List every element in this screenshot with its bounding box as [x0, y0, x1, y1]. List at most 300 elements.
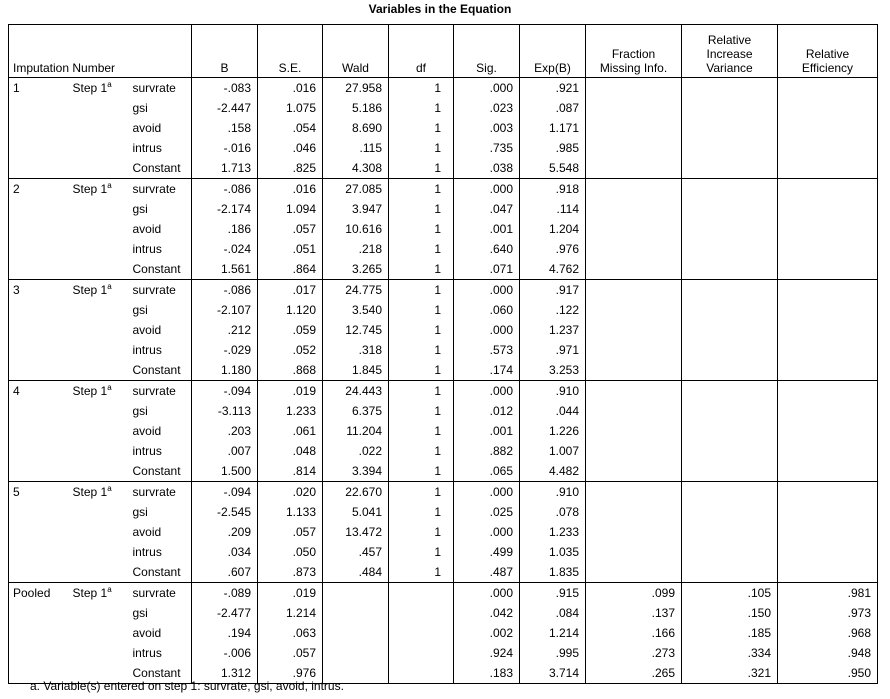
step-cell: [69, 643, 129, 663]
expb-cell: .114: [520, 199, 586, 219]
sig-cell: .183: [454, 663, 520, 684]
wald-cell: [323, 583, 389, 604]
fmi-cell: [586, 179, 682, 200]
se-cell: .016: [258, 78, 323, 99]
step-cell: [69, 78, 129, 99]
se-cell: 1.214: [258, 603, 323, 623]
re-cell: [778, 239, 878, 259]
re-cell: [778, 502, 878, 522]
b-cell: .607: [192, 562, 258, 583]
fmi-cell: [586, 98, 682, 118]
step-cell: [69, 401, 129, 421]
b-cell: .158: [192, 118, 258, 138]
riv-cell: [682, 542, 778, 562]
step-cell: [69, 199, 129, 219]
variable-name-cell: gsi: [132, 505, 148, 519]
re-cell: [778, 118, 878, 138]
b-cell: -.029: [192, 340, 258, 360]
wald-cell: 4.308: [323, 158, 389, 179]
fmi-cell: .099: [586, 583, 682, 604]
re-cell: [778, 421, 878, 441]
b-cell: -2.107: [192, 300, 258, 320]
step-cell: [69, 562, 129, 583]
header-imputation-number: Imputation Number: [9, 25, 192, 78]
fmi-cell: [586, 118, 682, 138]
fmi-cell: .265: [586, 663, 682, 684]
expb-cell: 1.204: [520, 219, 586, 239]
step-cell: [69, 421, 129, 441]
df-cell: 1: [389, 461, 454, 482]
b-cell: -.024: [192, 239, 258, 259]
imputation-number-cell: [9, 401, 69, 421]
table-row: [9, 542, 878, 562]
table-row: [9, 118, 878, 138]
variable-name-cell: avoid: [132, 323, 162, 337]
table-row: [9, 300, 878, 320]
variable-name-cell: Constant: [129, 158, 192, 179]
se-cell: .016: [258, 179, 323, 200]
b-cell: 1.312: [192, 663, 258, 684]
df-cell: 1: [389, 441, 454, 461]
df-cell: 1: [389, 401, 454, 421]
expb-cell: 5.548: [520, 158, 586, 179]
wald-cell: 5.186: [323, 98, 389, 118]
re-cell: [778, 360, 878, 381]
variable-name-cell: survrate: [129, 482, 192, 503]
step-cell: [69, 138, 129, 158]
sig-cell: .001: [454, 421, 520, 441]
expb-cell: .971: [520, 340, 586, 360]
fmi-cell: [586, 138, 682, 158]
wald-cell: 11.204: [323, 421, 389, 441]
step-cell: [69, 158, 129, 179]
step-label: Step 1: [72, 485, 108, 499]
df-cell: 1: [389, 381, 454, 402]
re-cell: [778, 179, 878, 200]
riv-cell: .105: [682, 583, 778, 604]
expb-cell: 1.835: [520, 562, 586, 583]
sig-cell: .735: [454, 138, 520, 158]
fmi-cell: [586, 360, 682, 381]
sig-cell: .000: [454, 280, 520, 301]
sig-cell: .071: [454, 259, 520, 280]
b-cell: -2.477: [192, 603, 258, 623]
variables-table: [8, 24, 878, 684]
imputation-number-cell: 4: [9, 381, 69, 402]
fmi-cell: [586, 522, 682, 542]
fmi-cell: [586, 502, 682, 522]
df-cell: [389, 583, 454, 604]
riv-cell: [682, 401, 778, 421]
step-cell: [69, 320, 129, 340]
step-label: Step 1: [72, 283, 108, 297]
b-cell: -.086: [192, 179, 258, 200]
fmi-cell: [586, 300, 682, 320]
df-cell: 1: [389, 562, 454, 583]
sig-cell: .065: [454, 461, 520, 482]
expb-cell: .918: [520, 179, 586, 200]
se-cell: 1.075: [258, 98, 323, 118]
riv-cell: .321: [682, 663, 778, 684]
df-cell: 1: [389, 542, 454, 562]
step-cell: [69, 482, 129, 503]
step-cell: [69, 522, 129, 542]
riv-cell: [682, 502, 778, 522]
se-cell: .814: [258, 461, 323, 482]
df-cell: 1: [389, 158, 454, 179]
expb-cell: .995: [520, 643, 586, 663]
b-cell: 1.713: [192, 158, 258, 179]
fmi-cell: .137: [586, 603, 682, 623]
sig-cell: .042: [454, 603, 520, 623]
imputation-number-cell: [9, 623, 69, 643]
footnote-marker: a: [107, 80, 112, 89]
header-relative-efficiency: Relative Efficiency: [778, 25, 878, 78]
table-row: [9, 138, 878, 158]
se-cell: .054: [258, 118, 323, 138]
expb-cell: .976: [520, 239, 586, 259]
footnote-marker: a: [107, 484, 112, 493]
se-cell: .048: [258, 441, 323, 461]
riv-cell: [682, 340, 778, 360]
expb-cell: 1.214: [520, 623, 586, 643]
step-cell: [69, 179, 129, 200]
imputation-number-cell: [9, 461, 69, 482]
variable-name-cell: survrate: [129, 381, 192, 402]
fmi-cell: [586, 542, 682, 562]
imputation-number-cell: [9, 138, 69, 158]
df-cell: 1: [389, 340, 454, 360]
re-cell: [778, 461, 878, 482]
wald-cell: .318: [323, 340, 389, 360]
b-cell: .212: [192, 320, 258, 340]
imputation-number-cell: [9, 522, 69, 542]
table-row: [9, 502, 878, 522]
sig-cell: .047: [454, 199, 520, 219]
b-cell: -3.113: [192, 401, 258, 421]
imputation-number-cell: [9, 603, 69, 623]
riv-cell: [682, 280, 778, 301]
riv-cell: [682, 199, 778, 219]
imputation-number-cell: [9, 199, 69, 219]
riv-cell: [682, 138, 778, 158]
df-cell: 1: [389, 239, 454, 259]
variable-name-cell: intrus: [132, 242, 162, 256]
footnote-marker: a: [107, 383, 112, 392]
variable-name-cell: survrate: [129, 280, 192, 301]
step-cell: [69, 623, 129, 643]
expb-cell: .910: [520, 381, 586, 402]
table-row: [9, 280, 878, 301]
sig-cell: .924: [454, 643, 520, 663]
table-row: [9, 320, 878, 340]
expb-cell: .084: [520, 603, 586, 623]
fmi-cell: [586, 78, 682, 99]
expb-cell: .917: [520, 280, 586, 301]
step-cell: [69, 239, 129, 259]
sig-cell: .487: [454, 562, 520, 583]
b-cell: .203: [192, 421, 258, 441]
b-cell: -.086: [192, 280, 258, 301]
expb-cell: .044: [520, 401, 586, 421]
df-cell: 1: [389, 280, 454, 301]
re-cell: [778, 441, 878, 461]
b-cell: -2.447: [192, 98, 258, 118]
imputation-number-cell: 2: [9, 179, 69, 200]
table-row: [9, 562, 878, 583]
wald-cell: 27.958: [323, 78, 389, 99]
b-cell: -2.174: [192, 199, 258, 219]
se-cell: .019: [258, 583, 323, 604]
fmi-cell: [586, 562, 682, 583]
riv-cell: [682, 219, 778, 239]
table-row: [9, 421, 878, 441]
wald-cell: 22.670: [323, 482, 389, 503]
sig-cell: .000: [454, 320, 520, 340]
df-cell: 1: [389, 78, 454, 99]
riv-cell: [682, 461, 778, 482]
b-cell: .209: [192, 522, 258, 542]
sig-cell: .025: [454, 502, 520, 522]
fmi-cell: [586, 320, 682, 340]
sig-cell: .003: [454, 118, 520, 138]
table-row: [9, 78, 878, 99]
wald-cell: .115: [323, 138, 389, 158]
table-row: [9, 522, 878, 542]
expb-cell: 1.226: [520, 421, 586, 441]
riv-cell: [682, 360, 778, 381]
sig-cell: .000: [454, 78, 520, 99]
step-cell: [69, 381, 129, 402]
imputation-number-cell: [9, 300, 69, 320]
wald-cell: 1.845: [323, 360, 389, 381]
df-cell: 1: [389, 522, 454, 542]
riv-cell: [682, 239, 778, 259]
se-cell: .873: [258, 562, 323, 583]
b-cell: -.083: [192, 78, 258, 99]
se-cell: .052: [258, 340, 323, 360]
wald-cell: 3.265: [323, 259, 389, 280]
sig-cell: .573: [454, 340, 520, 360]
df-cell: 1: [389, 179, 454, 200]
sig-cell: .882: [454, 441, 520, 461]
riv-cell: [682, 179, 778, 200]
variable-name-cell: gsi: [132, 101, 148, 115]
se-cell: .868: [258, 360, 323, 381]
se-cell: 1.233: [258, 401, 323, 421]
step-cell: [69, 340, 129, 360]
df-cell: 1: [389, 421, 454, 441]
step-cell: [69, 603, 129, 623]
variable-name-cell: Constant: [129, 259, 192, 280]
fmi-cell: [586, 199, 682, 219]
fmi-cell: [586, 158, 682, 179]
variable-name-cell: avoid: [132, 424, 162, 438]
df-cell: 1: [389, 360, 454, 381]
fmi-cell: [586, 381, 682, 402]
imputation-number-cell: 3: [9, 280, 69, 301]
variable-name-cell: avoid: [132, 121, 162, 135]
df-cell: 1: [389, 502, 454, 522]
sig-cell: .499: [454, 542, 520, 562]
riv-cell: [682, 259, 778, 280]
b-cell: -.094: [192, 482, 258, 503]
variable-name-cell: intrus: [132, 343, 162, 357]
df-cell: 1: [389, 219, 454, 239]
header-se: S.E.: [258, 25, 323, 78]
riv-cell: [682, 482, 778, 503]
step-cell: [69, 583, 129, 604]
re-cell: [778, 138, 878, 158]
b-cell: -.006: [192, 643, 258, 663]
imputation-number-cell: [9, 421, 69, 441]
variable-name-cell: gsi: [132, 303, 148, 317]
sig-cell: .000: [454, 179, 520, 200]
variable-name-cell: survrate: [129, 583, 192, 604]
re-cell: [778, 562, 878, 583]
sig-cell: .640: [454, 239, 520, 259]
se-cell: .019: [258, 381, 323, 402]
df-cell: 1: [389, 118, 454, 138]
b-cell: 1.500: [192, 461, 258, 482]
riv-cell: [682, 158, 778, 179]
fmi-cell: [586, 259, 682, 280]
expb-cell: .985: [520, 138, 586, 158]
b-cell: -.089: [192, 583, 258, 604]
expb-cell: 4.762: [520, 259, 586, 280]
se-cell: .057: [258, 219, 323, 239]
sig-cell: .060: [454, 300, 520, 320]
step-label: Step 1: [72, 384, 108, 398]
se-cell: 1.133: [258, 502, 323, 522]
expb-cell: .915: [520, 583, 586, 604]
imputation-number-cell: [9, 562, 69, 583]
table-row: [9, 360, 878, 381]
wald-cell: 10.616: [323, 219, 389, 239]
se-cell: .057: [258, 643, 323, 663]
df-cell: [389, 663, 454, 684]
wald-cell: 5.041: [323, 502, 389, 522]
table-row: [9, 98, 878, 118]
expb-cell: 3.253: [520, 360, 586, 381]
table-row: [9, 259, 878, 280]
step-cell: [69, 461, 129, 482]
imputation-number-cell: [9, 502, 69, 522]
df-cell: 1: [389, 199, 454, 219]
variable-name-cell: Constant: [129, 461, 192, 482]
footnote-marker: a: [107, 282, 112, 291]
re-cell: .981: [778, 583, 878, 604]
b-cell: -2.545: [192, 502, 258, 522]
sig-cell: .001: [454, 219, 520, 239]
re-cell: [778, 158, 878, 179]
variable-name-cell: avoid: [132, 222, 162, 236]
sig-cell: .038: [454, 158, 520, 179]
variable-name-cell: gsi: [132, 202, 148, 216]
wald-cell: 13.472: [323, 522, 389, 542]
table-row: [9, 441, 878, 461]
header-sig: Sig.: [454, 25, 520, 78]
fmi-cell: [586, 401, 682, 421]
re-cell: [778, 300, 878, 320]
wald-cell: 8.690: [323, 118, 389, 138]
wald-cell: 24.775: [323, 280, 389, 301]
wald-cell: 3.947: [323, 199, 389, 219]
table-row: [9, 239, 878, 259]
sig-cell: .000: [454, 522, 520, 542]
se-cell: .051: [258, 239, 323, 259]
wald-cell: .022: [323, 441, 389, 461]
wald-cell: 6.375: [323, 401, 389, 421]
sig-cell: .000: [454, 482, 520, 503]
step-cell: [69, 542, 129, 562]
riv-cell: .150: [682, 603, 778, 623]
re-cell: [778, 78, 878, 99]
fmi-cell: .166: [586, 623, 682, 643]
sig-cell: .000: [454, 381, 520, 402]
re-cell: [778, 280, 878, 301]
df-cell: 1: [389, 320, 454, 340]
expb-cell: 1.233: [520, 522, 586, 542]
footnote-marker: a: [107, 181, 112, 190]
re-cell: [778, 482, 878, 503]
expb-cell: 1.171: [520, 118, 586, 138]
wald-cell: .218: [323, 239, 389, 259]
sig-cell: .174: [454, 360, 520, 381]
step-cell: [69, 219, 129, 239]
imputation-number-cell: [9, 340, 69, 360]
table-body: [9, 78, 878, 684]
imputation-number-cell: Pooled: [9, 583, 69, 604]
se-cell: 1.094: [258, 199, 323, 219]
se-cell: .059: [258, 320, 323, 340]
table-row: [9, 401, 878, 421]
re-cell: [778, 320, 878, 340]
b-cell: 1.561: [192, 259, 258, 280]
header-relative-increase-variance: Relative Increase Variance: [682, 25, 778, 78]
fmi-cell: [586, 441, 682, 461]
table-row: [9, 482, 878, 503]
fmi-cell: [586, 280, 682, 301]
b-cell: .194: [192, 623, 258, 643]
imputation-number-cell: [9, 259, 69, 280]
expb-cell: 1.035: [520, 542, 586, 562]
b-cell: -.016: [192, 138, 258, 158]
expb-cell: 1.237: [520, 320, 586, 340]
table-row: [9, 603, 878, 623]
header-row: [9, 25, 878, 78]
riv-cell: [682, 300, 778, 320]
se-cell: .864: [258, 259, 323, 280]
riv-cell: [682, 421, 778, 441]
imputation-number-cell: [9, 320, 69, 340]
re-cell: .973: [778, 603, 878, 623]
se-cell: .050: [258, 542, 323, 562]
header-fraction-missing-info: Fraction Missing Info.: [586, 25, 682, 78]
re-cell: [778, 381, 878, 402]
re-cell: [778, 542, 878, 562]
imputation-number-cell: [9, 360, 69, 381]
imputation-number-cell: [9, 118, 69, 138]
df-cell: 1: [389, 300, 454, 320]
variable-name-cell: Constant: [129, 663, 192, 684]
expb-cell: 4.482: [520, 461, 586, 482]
table-row: [9, 623, 878, 643]
sig-cell: .002: [454, 623, 520, 643]
re-cell: [778, 522, 878, 542]
se-cell: .017: [258, 280, 323, 301]
se-cell: 1.120: [258, 300, 323, 320]
